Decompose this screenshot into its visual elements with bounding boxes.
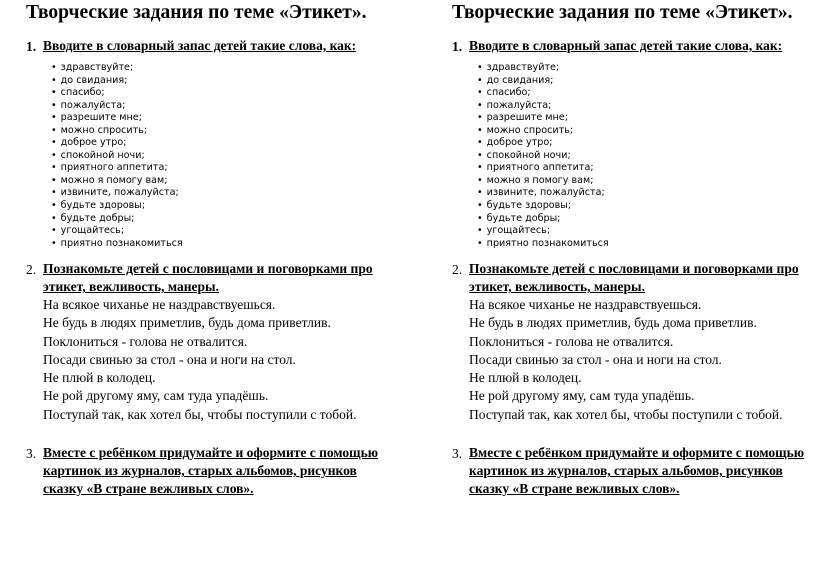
- list-item: • разрешите мне;: [477, 112, 609, 125]
- proverb-list: [43, 296, 356, 424]
- list-item: • извините, пожалуйста;: [51, 187, 183, 200]
- list-item: • будьте добры;: [51, 213, 183, 226]
- list-item: • доброе утро;: [477, 137, 609, 150]
- list-item: • пожалуйста;: [51, 100, 183, 113]
- list-item: • можно я помогу вам;: [51, 175, 183, 188]
- list-item: • приятно познакомиться: [477, 238, 609, 251]
- list-item: На всякое чиханье не наздравствуешься.: [469, 297, 702, 312]
- list-item: • спасибо;: [477, 87, 609, 100]
- section-2-heading-line: Познакомьте детей с пословицами и поговорками про: [43, 261, 373, 276]
- list-item: Поклониться - голова не отвалится.: [469, 333, 674, 349]
- list-item: Не будь в людях приметлив, будь дома приветлив.: [43, 315, 331, 331]
- list-item: • спокойной ночи;: [477, 150, 609, 163]
- section-3-heading: [43, 444, 378, 498]
- section-3-heading: [469, 444, 804, 498]
- list-item: • здравствуйте;: [477, 62, 609, 75]
- list-item: Посади свинью за стол - она и ноги на стол.: [43, 351, 296, 367]
- list-item: • будьте добры;: [477, 213, 609, 226]
- list-item: • приятно познакомиться: [51, 238, 183, 251]
- list-item: Не будь в людях приметлив, будь дома приветлив.: [469, 315, 757, 331]
- page-title: Творческие задания по теме «Этикет».: [26, 2, 367, 23]
- list-item: • до свидания;: [477, 75, 609, 88]
- section-1-heading: Вводите в словарный запас детей такие слова, как:: [43, 38, 357, 53]
- list-item: • доброе утро;: [51, 137, 183, 150]
- list-item: Не рой другому яму, сам туда упадёшь.: [469, 388, 695, 404]
- list-item: • здравствуйте;: [51, 62, 183, 75]
- section-1-heading: Вводите в словарный запас детей такие слова, как:: [469, 38, 783, 53]
- section-2-heading: [469, 260, 799, 296]
- proverb-list: [469, 296, 782, 424]
- section-3-number: 3.: [452, 446, 463, 461]
- list-item: Не рой другому яму, сам туда упадёшь.: [43, 388, 269, 404]
- list-item: • угощайтесь;: [51, 225, 183, 238]
- list-item: • приятного аппетита;: [51, 162, 183, 175]
- section-2-heading-line: этикет, вежливость, манеры.: [43, 279, 219, 294]
- list-item: • до свидания;: [51, 75, 183, 88]
- section-2-number: 2.: [26, 262, 37, 277]
- word-list: [477, 62, 609, 250]
- section-1-number: 1.: [452, 39, 463, 54]
- section-2-number: 2.: [452, 262, 463, 277]
- list-item: Посади свинью за стол - она и ноги на стол.: [469, 351, 722, 367]
- list-item: • можно спросить;: [51, 125, 183, 138]
- section-3-heading-line: картинок из журналов, старых альбомов, рисунков: [43, 463, 357, 478]
- word-list: [51, 62, 183, 250]
- list-item: Поступай так, как хотел бы, чтобы поступили с тобой.: [43, 406, 357, 422]
- section-3-heading-line: Вместе с ребёнком придумайте и оформите с помощью: [469, 445, 805, 460]
- section-3-heading-line: картинок из журналов, старых альбомов, рисунков: [469, 463, 783, 478]
- section-3-heading-line: сказку «В стране вежливых слов».: [43, 481, 254, 496]
- list-item: • пожалуйста;: [477, 100, 609, 113]
- list-item: • приятного аппетита;: [477, 162, 609, 175]
- list-item: • можно я помогу вам;: [477, 175, 609, 188]
- list-item: • спасибо;: [51, 87, 183, 100]
- page-title: Творческие задания по теме «Этикет».: [452, 2, 793, 23]
- list-item: Не плюй в колодец.: [469, 370, 582, 386]
- list-item: Поклониться - голова не отвалится.: [43, 333, 248, 349]
- list-item: • будьте здоровы;: [477, 200, 609, 213]
- section-1-number: 1.: [26, 39, 37, 54]
- list-item: • разрешите мне;: [51, 112, 183, 125]
- section-3-heading-line: Вместе с ребёнком придумайте и оформите с помощью: [43, 445, 379, 460]
- list-item: • можно спросить;: [477, 125, 609, 138]
- list-item: • извините, пожалуйста;: [477, 187, 609, 200]
- section-3-heading-line: сказку «В стране вежливых слов».: [469, 481, 680, 496]
- list-item: На всякое чиханье не наздравствуешься.: [43, 297, 276, 312]
- section-2-heading: [43, 260, 373, 296]
- list-item: • будьте здоровы;: [51, 200, 183, 213]
- list-item: • спокойной ночи;: [51, 150, 183, 163]
- list-item: Не плюй в колодец.: [43, 370, 156, 386]
- list-item: • угощайтесь;: [477, 225, 609, 238]
- section-2-heading-line: Познакомьте детей с пословицами и поговорками про: [469, 261, 799, 276]
- section-2-heading-line: этикет, вежливость, манеры.: [469, 279, 645, 294]
- list-item: Поступай так, как хотел бы, чтобы поступили с тобой.: [469, 406, 783, 422]
- section-3-number: 3.: [26, 446, 37, 461]
